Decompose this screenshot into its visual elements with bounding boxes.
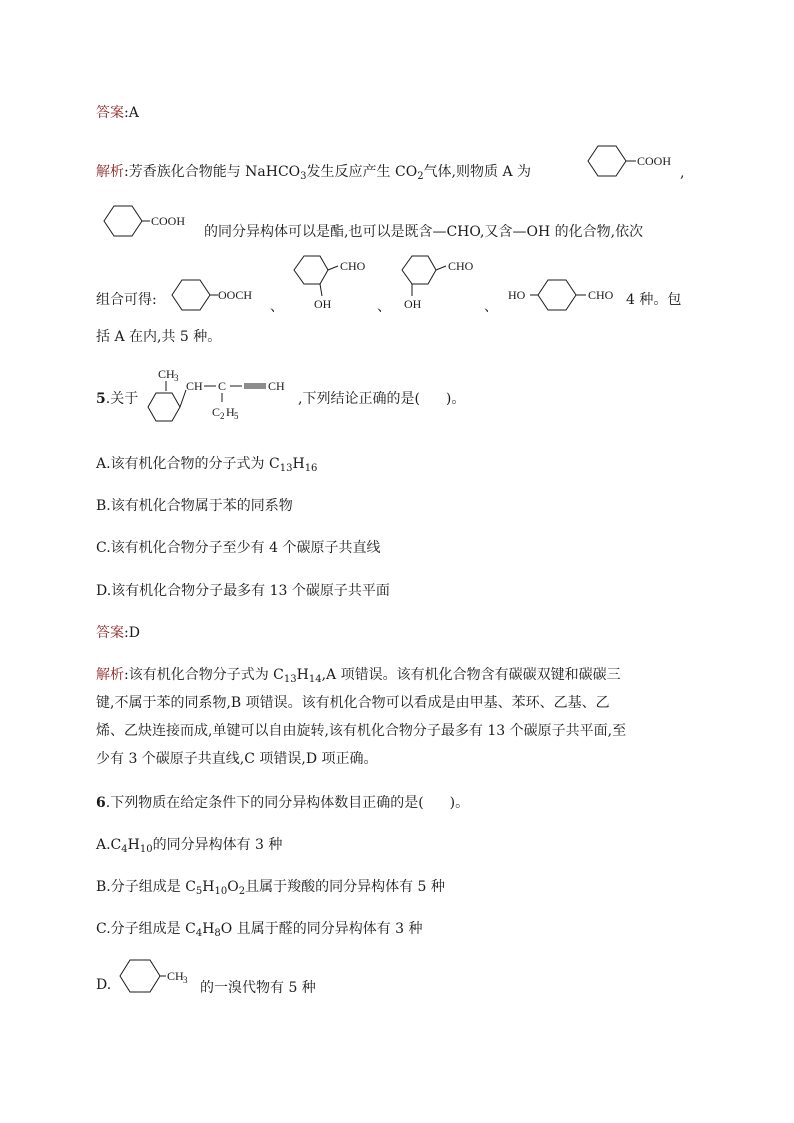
question-text: .关于 (105, 391, 139, 407)
question-5-intro (96, 388, 139, 408)
para-hydroxybenzaldehyde-structure (508, 276, 628, 314)
subscript: 10 (214, 886, 228, 897)
explanation-text: H (296, 667, 309, 683)
ooch-label: OOCH (218, 288, 253, 302)
answer-sep: : (124, 625, 129, 641)
ch3-label: CH (167, 969, 184, 983)
oh-label: OH (314, 297, 332, 311)
c-label: C (218, 379, 227, 393)
option-text: H (202, 921, 215, 937)
explanation-4-line-4: 括 A 在内,共 5 种。 (96, 329, 222, 345)
explanation-5-line-1 (96, 664, 696, 684)
answer-value: A (128, 105, 139, 121)
answer-4 (96, 102, 696, 122)
subscript: 10 (139, 844, 153, 855)
subscript: 4 (121, 844, 128, 855)
option-text: A.C (96, 837, 122, 853)
explanation-4-count: 4 种。包 (626, 292, 682, 308)
subscript: 2 (417, 171, 424, 182)
question-text: )。 (445, 391, 466, 407)
separator: 、 (377, 299, 391, 315)
comma: , (680, 165, 685, 181)
option-text: O 且属于醛的同分异构体有 3 种 (220, 921, 423, 937)
cho-label: CHO (340, 259, 366, 273)
subscript: 13 (279, 463, 293, 474)
option-6d-text: 的一溴代物有 5 种 (200, 980, 316, 996)
subscript: 5 (234, 411, 239, 421)
option-5c: C.该有机化合物分子至少有 4 个碳原子共直线 (96, 540, 381, 556)
question-number: 6 (96, 795, 106, 811)
option-text: A.该有机化合物的分子式为 C (96, 456, 280, 472)
explanation-text: :芳香族化合物能与 NaHCO (124, 164, 301, 180)
benzoic-acid-structure-1 (578, 142, 678, 180)
c2h5-label: C (212, 405, 221, 419)
separator: 、 (484, 299, 498, 315)
option-6b (96, 876, 696, 896)
subscript: 16 (304, 463, 318, 474)
separator: 、 (270, 299, 284, 315)
phenyl-formate-structure (168, 276, 268, 314)
ch-label: CH (268, 379, 285, 393)
option-6d-label: D. (96, 977, 112, 993)
question-number: 5 (96, 391, 106, 407)
explanation-5-line-2: 键,不属于苯的同系物,B 项错误。该有机化合物可以看成是由甲基、苯环、乙基、乙 (96, 695, 610, 711)
question-6-stem (96, 792, 696, 812)
subscript: 3 (300, 171, 307, 182)
question-text: )。 (449, 795, 470, 811)
subscript: 3 (183, 975, 188, 985)
question-5-stem (298, 388, 598, 408)
ch3-label: CH (158, 367, 175, 381)
answer-label: 答案 (96, 105, 124, 121)
subscript: 2 (220, 411, 225, 421)
option-text: B.分子组成是 C (96, 879, 196, 895)
explanation-label: 解析 (96, 667, 124, 683)
option-6c (96, 918, 696, 938)
methylcyclohexane-structure (116, 956, 200, 996)
option-5a (96, 453, 696, 473)
explanation-text: :该有机化合物分子式为 C (124, 667, 284, 683)
option-text: H (202, 879, 215, 895)
question-text: .下列物质在给定条件下的同分异构体数目正确的是( (105, 795, 424, 811)
answer-sep: : (124, 105, 129, 121)
cho-label: CHO (588, 288, 614, 302)
option-text: 的同分异构体有 3 种 (152, 837, 283, 853)
subscript: 5 (195, 886, 203, 897)
option-5d: D.该有机化合物分子最多有 13 个碳原子共平面 (96, 583, 390, 599)
subscript: 3 (174, 373, 179, 383)
cooh-label: COOH (637, 154, 672, 168)
cooh-label: COOH (151, 214, 186, 228)
oh-label: OH (404, 297, 422, 311)
subscript: 14 (308, 674, 322, 685)
benzoic-acid-structure-2 (100, 202, 200, 240)
subscript: 2 (238, 886, 246, 897)
option-5b: B.该有机化合物属于苯的同系物 (96, 498, 293, 514)
explanation-text: ,A 项错误。该有机化合物含有碳碳双键和碳碳三 (321, 667, 621, 683)
question-5-structure (140, 366, 300, 428)
subscript: 8 (214, 928, 221, 939)
explanation-text: 气体,则物质 A 为 (423, 164, 532, 180)
ortho-hydroxybenzaldehyde-structure (286, 250, 386, 316)
explanation-text: 发生反应产生 CO (306, 164, 418, 180)
answer-5 (96, 622, 696, 642)
option-text: 且属于羧酸的同分异构体有 5 种 (245, 879, 445, 895)
explanation-5-line-3: 烯、乙炔连接而成,单键可以自由旋转,该有机化合物分子最多有 13 个碳原子共平面,至 (96, 723, 627, 739)
option-text: C.分子组成是 C (96, 921, 196, 937)
cho-label: CHO (448, 259, 474, 273)
answer-label: 答案 (96, 625, 124, 641)
answer-value: D (128, 625, 140, 641)
c2h5-label: H (226, 405, 235, 419)
question-text: ,下列结论正确的是( (298, 391, 420, 407)
option-text: H (127, 837, 140, 853)
subscript: 13 (283, 674, 297, 685)
explanation-5-line-4: 少有 3 个碳原子共直线,C 项错误,D 项正确。 (96, 751, 378, 767)
explanation-label: 解析 (96, 164, 124, 180)
ch-label: CH (186, 379, 203, 393)
subscript: 4 (195, 928, 203, 939)
ho-label: HO (508, 288, 526, 302)
option-text: H (292, 456, 305, 472)
explanation-4-line-2: 的同分异构体可以是酯,也可以是既含—CHO,又含—OH 的化合物,依次 (204, 224, 644, 240)
option-text: O (227, 879, 239, 895)
explanation-4-line-3: 组合可得: (96, 292, 157, 308)
option-6a (96, 834, 696, 854)
meta-hydroxybenzaldehyde-structure (396, 250, 496, 316)
